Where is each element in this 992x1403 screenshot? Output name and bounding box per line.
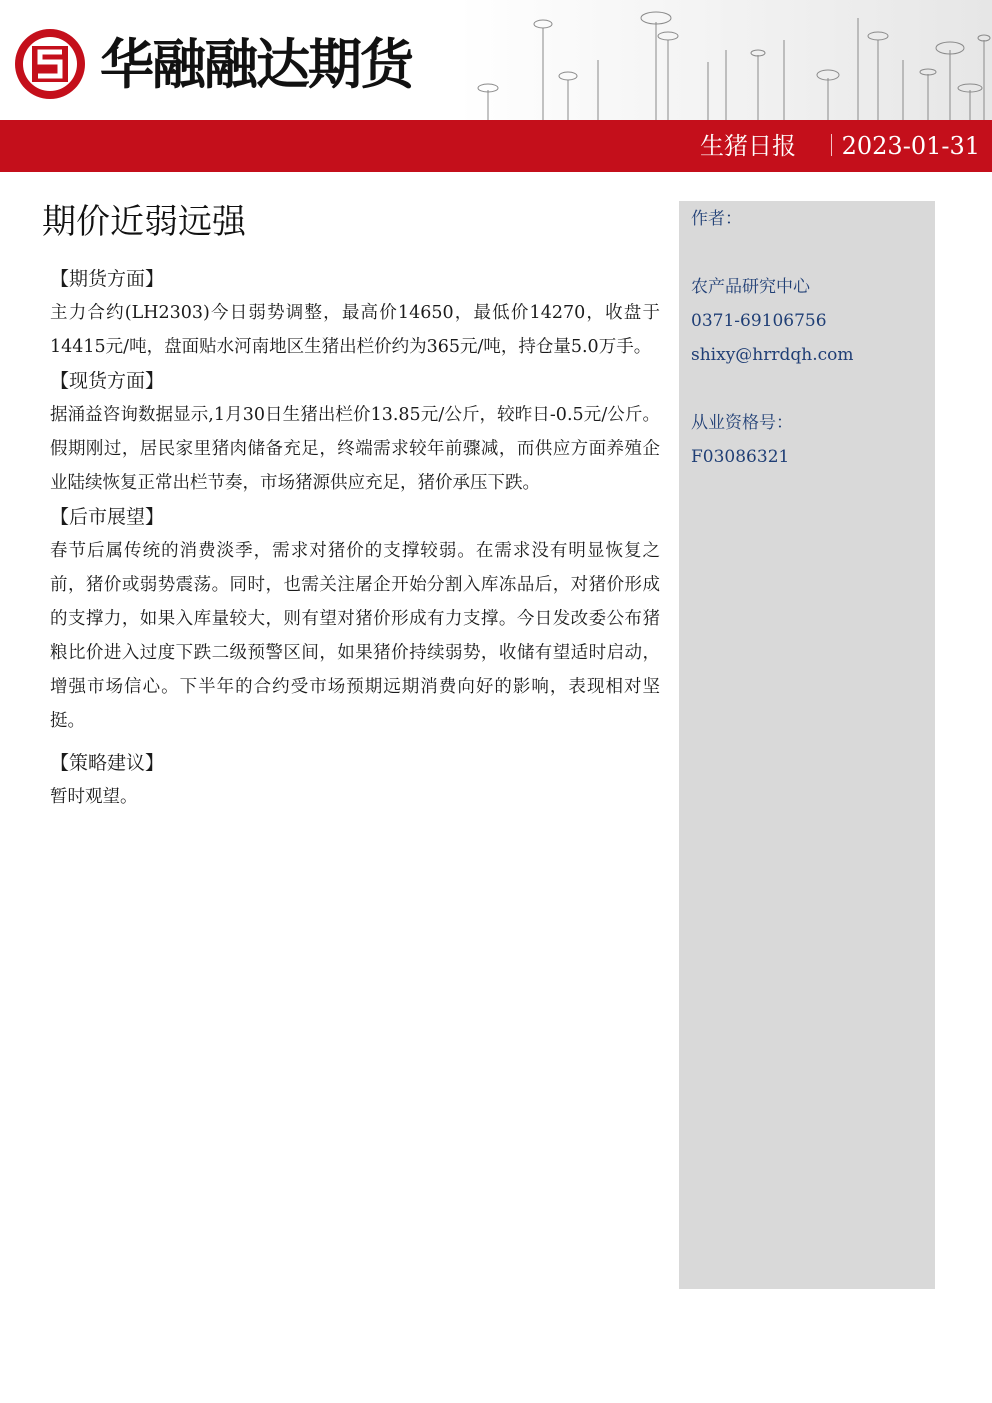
report-title: 期价近弱远强	[42, 202, 246, 242]
author-department: 农产品研究中心	[691, 277, 810, 297]
section-body-spot: 据涌益咨询数据显示,1月30日生猪出栏价13.85元/公斤，较昨日-0.5元/公斤。假期刚过，居民家里猪肉储备充足，终端需求较年前骤减，而供应方面养殖企业陆续恢复正常出栏节奏，市场猪源供应充足，猪价承压下跌。	[50, 405, 660, 493]
section-body-strategy: 暂时观望。	[50, 787, 138, 807]
decorative-circles-icon	[458, 0, 992, 120]
section-heading-strategy: 【策略建议】	[50, 752, 165, 774]
brand-name: 华融融达期货	[100, 33, 412, 96]
qualification-number: F03086321	[691, 447, 790, 467]
section-heading-spot: 【现货方面】	[50, 370, 165, 392]
report-header-bar	[0, 120, 992, 172]
section-heading-outlook: 【后市展望】	[50, 506, 165, 528]
author-email: shixy@hrrdqh.com	[691, 345, 854, 365]
author-sidebar	[679, 201, 935, 1289]
company-logo-icon	[12, 26, 88, 102]
qualification-label: 从业资格号：	[691, 413, 793, 433]
section-body-futures: 主力合约(LH2303)今日弱势调整，最高价14650，最低价14270，收盘于14415元/吨，盘面贴水河南地区生猪出栏价约为365元/吨，持仓量5.0万手。	[50, 303, 660, 357]
author-label: 作者：	[691, 209, 742, 229]
page-header	[0, 0, 992, 120]
section-body-outlook: 春节后属传统的消费淡季，需求对猪价的支撑较弱。在需求没有明显恢复之前，猪价或弱势震荡。同时，也需关注屠企开始分割入库冻品后，对猪价形成的支撑力，如果入库量较大，则有望对猪价形成有力支撑。今日发改委公布猪粮比价进入过度下跌二级预警区间，如果猪价持续弱势，收储有望适时启动，增强市场信心。下半年的合约受市场预期远期消费向好的影响，表现相对坚挺。	[50, 541, 660, 731]
author-phone: 0371-69106756	[691, 311, 827, 331]
report-type: 生猪日报	[700, 132, 796, 160]
report-date: 2023-01-31	[841, 132, 980, 160]
header-divider	[831, 134, 832, 156]
section-heading-futures: 【期货方面】	[50, 268, 165, 290]
report-body	[50, 262, 660, 814]
